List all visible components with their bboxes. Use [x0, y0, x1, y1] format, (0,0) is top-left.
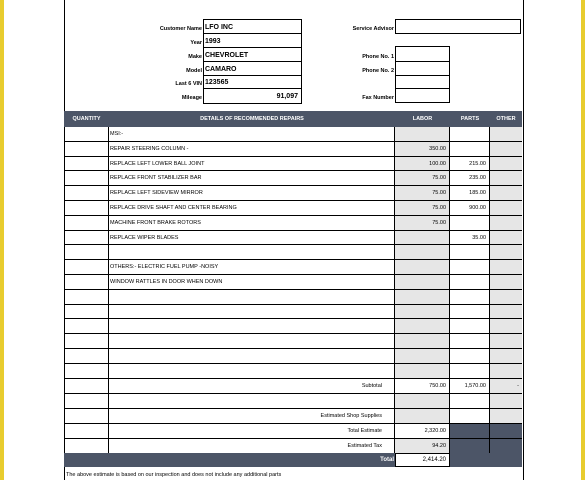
- parts-cell[interactable]: 185.00: [450, 186, 490, 201]
- parts-cell[interactable]: 235.00: [450, 171, 490, 186]
- parts-cell[interactable]: [450, 305, 490, 320]
- subtotal-label: Subtotal: [109, 379, 395, 394]
- quantity-cell[interactable]: [64, 334, 109, 349]
- table-row: [64, 364, 522, 379]
- description-cell[interactable]: REPLACE LEFT LOWER BALL JOINT: [109, 157, 395, 172]
- subtotal-parts: 1,570.00: [450, 379, 490, 394]
- labor-cell[interactable]: 75.00: [395, 216, 450, 231]
- labor-cell[interactable]: [395, 319, 450, 334]
- table-row: [64, 290, 522, 305]
- qty-cell: [64, 424, 109, 439]
- labor-cell[interactable]: [395, 305, 450, 320]
- parts-cell: [450, 409, 490, 424]
- description-cell[interactable]: [109, 349, 395, 364]
- parts-cell[interactable]: [450, 260, 490, 275]
- quantity-cell[interactable]: [64, 275, 109, 290]
- vin-field[interactable]: 123565: [205, 79, 229, 86]
- parts-cell: [450, 394, 490, 409]
- parts-cell[interactable]: [450, 334, 490, 349]
- table-row: [64, 319, 522, 334]
- other-cell[interactable]: [490, 319, 522, 334]
- table-row: [64, 216, 522, 231]
- labor-header: LABOR: [412, 116, 433, 122]
- qty-cell: [64, 394, 109, 409]
- other-cell[interactable]: [490, 260, 522, 275]
- parts-cell: [450, 424, 490, 439]
- description-cell[interactable]: [109, 290, 395, 305]
- description-cell[interactable]: MACHINE FRONT BRAKE ROTORS: [109, 216, 395, 231]
- other-cell[interactable]: [490, 201, 522, 216]
- fax-label: Fax Number: [362, 95, 394, 101]
- other-cell: [490, 424, 522, 439]
- other-cell[interactable]: [490, 305, 522, 320]
- year-field[interactable]: 1993: [205, 38, 221, 45]
- estimated-tax-label: Estimated Tax: [109, 439, 395, 454]
- parts-cell[interactable]: [450, 216, 490, 231]
- table-row: [64, 305, 522, 320]
- quantity-cell[interactable]: [64, 349, 109, 364]
- parts-cell[interactable]: [450, 319, 490, 334]
- parts-cell[interactable]: [450, 275, 490, 290]
- description-cell[interactable]: [109, 364, 395, 379]
- other-cell[interactable]: [490, 364, 522, 379]
- table-row: [64, 231, 522, 246]
- labor-cell[interactable]: [395, 245, 450, 260]
- table-row: [64, 275, 522, 290]
- other-cell: [490, 439, 522, 454]
- field-divider: [395, 61, 449, 62]
- description-cell[interactable]: [109, 319, 395, 334]
- table-row: [64, 157, 522, 172]
- subtotal-other: -: [490, 379, 522, 394]
- labor-cell[interactable]: [395, 231, 450, 246]
- service-advisor-field[interactable]: [395, 19, 521, 34]
- labor-cell[interactable]: 75.00: [395, 186, 450, 201]
- labor-cell[interactable]: [395, 127, 450, 142]
- model-label: Model: [186, 68, 202, 74]
- left-frame-border: [0, 0, 4, 480]
- labor-cell[interactable]: 350.00: [395, 142, 450, 157]
- quantity-cell[interactable]: [64, 231, 109, 246]
- other-cell[interactable]: [490, 157, 522, 172]
- parts-cell[interactable]: [450, 142, 490, 157]
- repairs-table-header: [64, 111, 522, 127]
- qty-cell: [64, 379, 109, 394]
- labor-cell[interactable]: [395, 349, 450, 364]
- total-estimate-value: 2,320.00: [395, 424, 450, 439]
- field-divider: [203, 88, 301, 89]
- description-cell[interactable]: REPAIR STEERING COLUMN -: [109, 142, 395, 157]
- total-row: [64, 453, 522, 467]
- quantity-header: QUANTITY: [72, 116, 101, 122]
- parts-cell[interactable]: [450, 127, 490, 142]
- shop-supplies-value[interactable]: [395, 409, 450, 424]
- quantity-cell[interactable]: [64, 364, 109, 379]
- total-estimate-label: Total Estimate: [109, 424, 395, 439]
- quantity-cell[interactable]: [64, 127, 109, 142]
- description-cell[interactable]: REPLACE LEFT SIDEVIEW MIRROR: [109, 186, 395, 201]
- parts-cell: [450, 439, 490, 454]
- description-cell[interactable]: [109, 305, 395, 320]
- other-cell[interactable]: [490, 245, 522, 260]
- other-cell: [490, 394, 522, 409]
- blank-summary-row: [64, 394, 522, 409]
- description-cell[interactable]: REPLACE WIPER BLADES: [109, 231, 395, 246]
- description-cell[interactable]: [109, 245, 395, 260]
- year-label: Year: [190, 40, 202, 46]
- phone2-label: Phone No. 2: [362, 68, 394, 74]
- total-label: Total: [380, 457, 394, 463]
- details-header: DETAILS OF RECOMMENDED REPAIRS: [200, 116, 304, 122]
- quantity-cell[interactable]: [64, 260, 109, 275]
- parts-cell[interactable]: 900.00: [450, 201, 490, 216]
- other-cell[interactable]: [490, 334, 522, 349]
- labor-cell[interactable]: [395, 275, 450, 290]
- quantity-cell[interactable]: [64, 142, 109, 157]
- description-cell[interactable]: OTHERS:- ELECTRIC FUEL PUMP -NOISY: [109, 260, 395, 275]
- table-row: [64, 260, 522, 275]
- quantity-cell[interactable]: [64, 171, 109, 186]
- other-cell[interactable]: [490, 127, 522, 142]
- other-cell[interactable]: [490, 216, 522, 231]
- model-field[interactable]: CAMARO: [205, 66, 237, 73]
- parts-cell[interactable]: 215.00: [450, 157, 490, 172]
- customer-name-field[interactable]: LFO INC: [205, 24, 233, 31]
- labor-cell[interactable]: 75.00: [395, 171, 450, 186]
- labor-cell[interactable]: [395, 364, 450, 379]
- parts-cell[interactable]: [450, 349, 490, 364]
- estimate-disclaimer: The above estimate is based on our inspection and does not include any additional parts: [66, 472, 282, 478]
- phone1-label: Phone No. 1: [362, 54, 394, 60]
- other-cell[interactable]: [490, 349, 522, 364]
- labor-cell[interactable]: [395, 290, 450, 305]
- table-row: [64, 186, 522, 201]
- parts-header: PARTS: [460, 116, 480, 122]
- mileage-field[interactable]: 91,097: [276, 93, 298, 100]
- labor-cell[interactable]: [395, 334, 450, 349]
- quantity-cell[interactable]: [64, 186, 109, 201]
- description-cell[interactable]: MSI:-: [109, 127, 395, 142]
- estimated-tax-row: [64, 439, 522, 454]
- shop-supplies-label: Estimated Shop Supplies: [109, 409, 395, 424]
- total-value: 2,414.20: [395, 453, 450, 467]
- field-divider: [395, 75, 449, 76]
- description-cell[interactable]: [109, 334, 395, 349]
- description-cell[interactable]: REPLACE FRONT STABILIZER BAR: [109, 171, 395, 186]
- other-cell[interactable]: [490, 142, 522, 157]
- make-label: Make: [188, 54, 202, 60]
- table-row: [64, 127, 522, 142]
- description-cell[interactable]: WINDOW RATTLES IN DOOR WHEN DOWN: [109, 275, 395, 290]
- quantity-cell[interactable]: [64, 290, 109, 305]
- make-field[interactable]: CHEVROLET: [205, 52, 249, 59]
- field-divider: [203, 33, 301, 34]
- quantity-cell[interactable]: [64, 201, 109, 216]
- table-row: [64, 142, 522, 157]
- field-divider: [203, 61, 301, 62]
- description-cell[interactable]: REPLACE DRIVE SHAFT AND CENTER BEARING: [109, 201, 395, 216]
- table-row: [64, 349, 522, 364]
- other-cell: [490, 409, 522, 424]
- quantity-cell[interactable]: [64, 319, 109, 334]
- labor-cell[interactable]: 100.00: [395, 157, 450, 172]
- quantity-cell[interactable]: [64, 305, 109, 320]
- field-divider: [395, 88, 449, 89]
- labor-cell: [395, 394, 450, 409]
- quantity-cell[interactable]: [64, 157, 109, 172]
- other-cell[interactable]: [490, 231, 522, 246]
- other-cell[interactable]: [490, 171, 522, 186]
- right-frame-border: [581, 0, 585, 480]
- table-row: [64, 245, 522, 260]
- vin-label: Last 6 VIN: [175, 81, 202, 87]
- parts-cell[interactable]: [450, 364, 490, 379]
- qty-cell: [64, 409, 109, 424]
- parts-cell[interactable]: [450, 290, 490, 305]
- table-row: [64, 171, 522, 186]
- other-header: OTHER: [496, 116, 516, 122]
- field-divider: [203, 47, 301, 48]
- table-row: [64, 334, 522, 349]
- customer-name-label: Customer Name: [159, 26, 202, 32]
- labor-cell[interactable]: 75.00: [395, 201, 450, 216]
- labor-cell[interactable]: [395, 260, 450, 275]
- parts-cell[interactable]: 35.00: [450, 231, 490, 246]
- other-cell[interactable]: [490, 275, 522, 290]
- other-cell[interactable]: [490, 290, 522, 305]
- qty-cell: [64, 439, 109, 454]
- parts-cell[interactable]: [450, 245, 490, 260]
- service-advisor-label: Service Advisor: [352, 26, 394, 32]
- quantity-cell[interactable]: [64, 216, 109, 231]
- other-cell[interactable]: [490, 186, 522, 201]
- mileage-label: Mileage: [181, 95, 202, 101]
- estimated-tax-value[interactable]: 94.20: [395, 439, 450, 454]
- table-row: [64, 201, 522, 216]
- desc-cell: [109, 394, 395, 409]
- field-divider: [203, 75, 301, 76]
- subtotal-row: [64, 379, 522, 394]
- subtotal-labor: 750.00: [395, 379, 450, 394]
- shop-supplies-row: [64, 409, 522, 424]
- total-estimate-row: [64, 424, 522, 439]
- quantity-cell[interactable]: [64, 245, 109, 260]
